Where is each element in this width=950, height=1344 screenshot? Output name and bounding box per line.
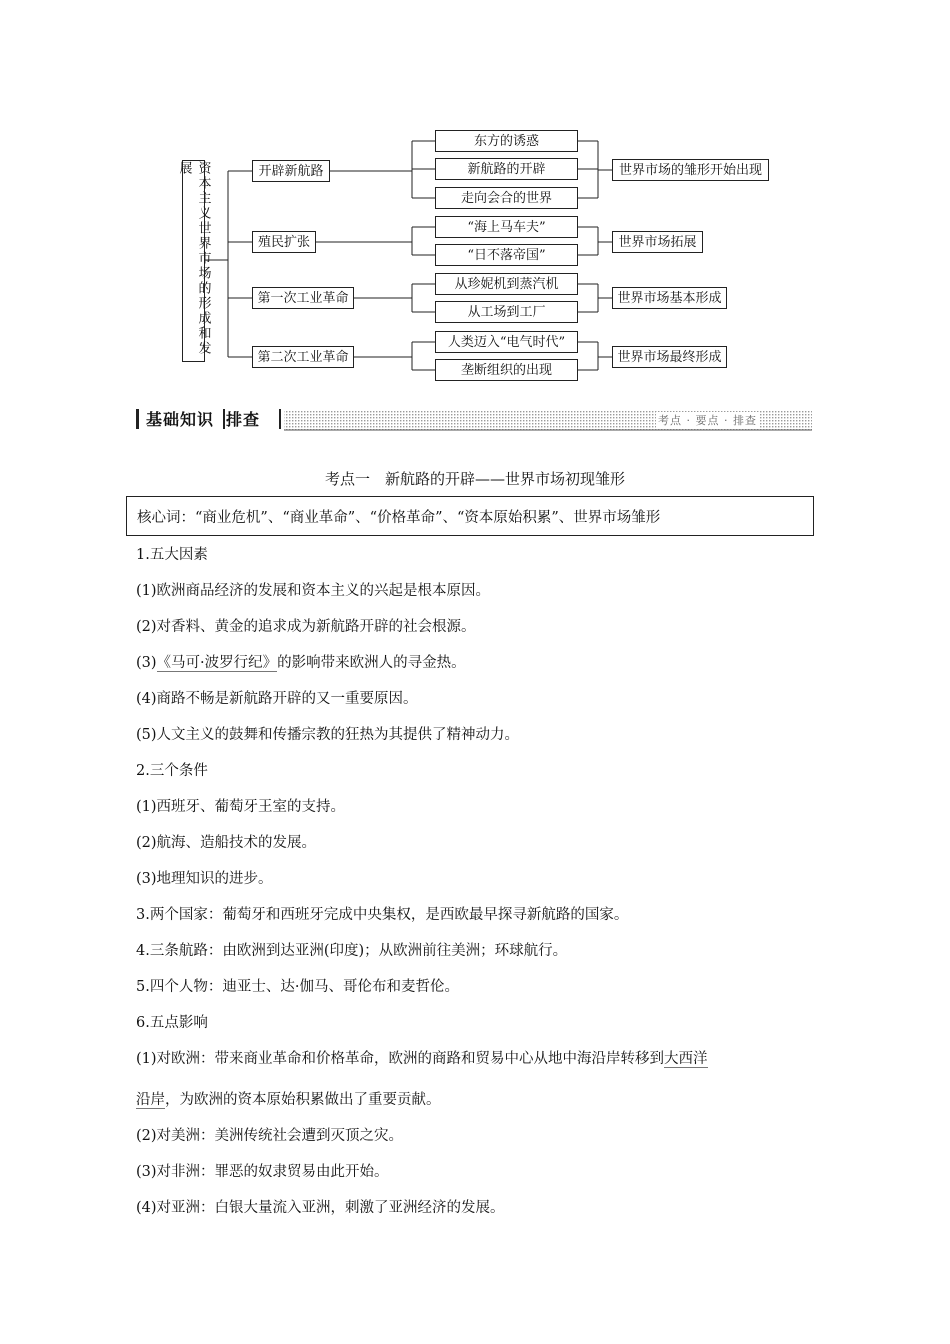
sub-box: 垄断组织的出现 xyxy=(435,359,578,381)
paragraph: (3)对非洲：罪恶的奴隶贸易由此开始。 xyxy=(136,1164,389,1180)
underlined-text: 沿岸 xyxy=(136,1092,165,1108)
branch-second-industrial-revolution: 第二次工业革命 xyxy=(252,346,354,368)
paragraph xyxy=(136,1088,441,1109)
paragraph: 6.五点影响 xyxy=(136,1015,208,1031)
paragraph: (5)人文主义的鼓舞和传播宗教的狂热为其提供了精神动力。 xyxy=(136,727,520,743)
sub-box: “海上马车夫” xyxy=(435,216,578,238)
paragraph xyxy=(136,1047,708,1068)
result-box: 世界市场的雏形开始出现 xyxy=(612,159,769,181)
paragraph: (1)欧洲商品经济的发展和资本主义的兴起是根本原因。 xyxy=(136,583,491,599)
paragraph xyxy=(136,651,466,672)
underlined-text: 《马可·波罗行纪》 xyxy=(156,655,278,671)
sub-box: “日不落帝国” xyxy=(435,244,578,266)
paragraph: (2)对美洲：美洲传统社会遭到灭顶之灾。 xyxy=(136,1128,404,1144)
paragraph: (2)对香料、黄金的追求成为新航路开辟的社会根源。 xyxy=(136,619,476,635)
branch-new-routes: 开辟新航路 xyxy=(252,160,330,182)
paragraph: 2.三个条件 xyxy=(136,763,208,779)
banner-subtitle: 考点 · 要点 · 排查 xyxy=(658,414,757,427)
paragraph: 5.四个人物：迪亚士、达·伽马、哥伦布和麦哲伦。 xyxy=(136,979,459,995)
banner-title-part2: 排查 xyxy=(226,410,261,429)
result-box: 世界市场基本形成 xyxy=(612,287,727,309)
branch-colonial-expansion: 殖民扩张 xyxy=(252,231,316,253)
banner-title xyxy=(146,408,260,432)
paragraph: (4)对亚洲：白银大量流入亚洲，刺激了亚洲经济的发展。 xyxy=(136,1200,505,1216)
paragraph: (4)商路不畅是新航路开辟的又一重要原因。 xyxy=(136,691,418,707)
paragraph-prefix: (3) xyxy=(136,655,157,671)
diagram-root: 资本主义世界市场的形成和发展 xyxy=(182,160,205,362)
result-box: 世界市场最终形成 xyxy=(612,346,727,368)
paragraph: (3)地理知识的进步。 xyxy=(136,871,273,887)
paragraph-prefix: (1)对欧洲：带来商业革命和价格革命，欧洲的商路和贸易中心从地中海沿岸转移到 xyxy=(136,1051,665,1067)
paragraph: (2)航海、造船技术的发展。 xyxy=(136,835,317,851)
sub-box: 从工场到工厂 xyxy=(435,301,578,323)
paragraph: 3.两个国家：葡萄牙和西班牙完成中央集权，是西欧最早探寻新航路的国家。 xyxy=(136,907,629,923)
paragraph-suffix: ，为欧洲的资本原始积累做出了重要贡献。 xyxy=(165,1092,441,1108)
banner-separator xyxy=(223,409,225,429)
paragraph: 4.三条航路：由欧洲到达亚洲(印度)；从欧洲前往美洲；环球航行。 xyxy=(136,943,568,959)
paragraph-suffix: 的影响带来欧洲人的寻金热。 xyxy=(277,655,466,671)
paragraph: 1.五大因素 xyxy=(136,547,208,563)
sub-box: 人类迈入“电气时代” xyxy=(435,331,578,353)
banner-title-part1: 基础知识 xyxy=(146,410,215,429)
branch-first-industrial-revolution: 第一次工业革命 xyxy=(252,287,354,309)
section-title: 考点一 新航路的开辟——世界市场初现雏形 xyxy=(324,470,625,488)
sub-box: 东方的诱惑 xyxy=(435,130,578,152)
result-box: 世界市场拓展 xyxy=(612,231,703,253)
underlined-text: 大西洋 xyxy=(664,1051,708,1067)
keywords-text: 核心词：“商业危机”、“商业革命”、“价格革命”、“资本原始积累”、世界市场雏形 xyxy=(137,509,661,526)
sub-box: 新航路的开辟 xyxy=(435,158,578,180)
banner-separator xyxy=(279,409,281,429)
sub-box: 走向会合的世界 xyxy=(435,187,578,209)
paragraph: (1)西班牙、葡萄牙王室的支持。 xyxy=(136,799,346,815)
sub-box: 从珍妮机到蒸汽机 xyxy=(435,273,578,295)
keyword-box xyxy=(126,496,814,536)
